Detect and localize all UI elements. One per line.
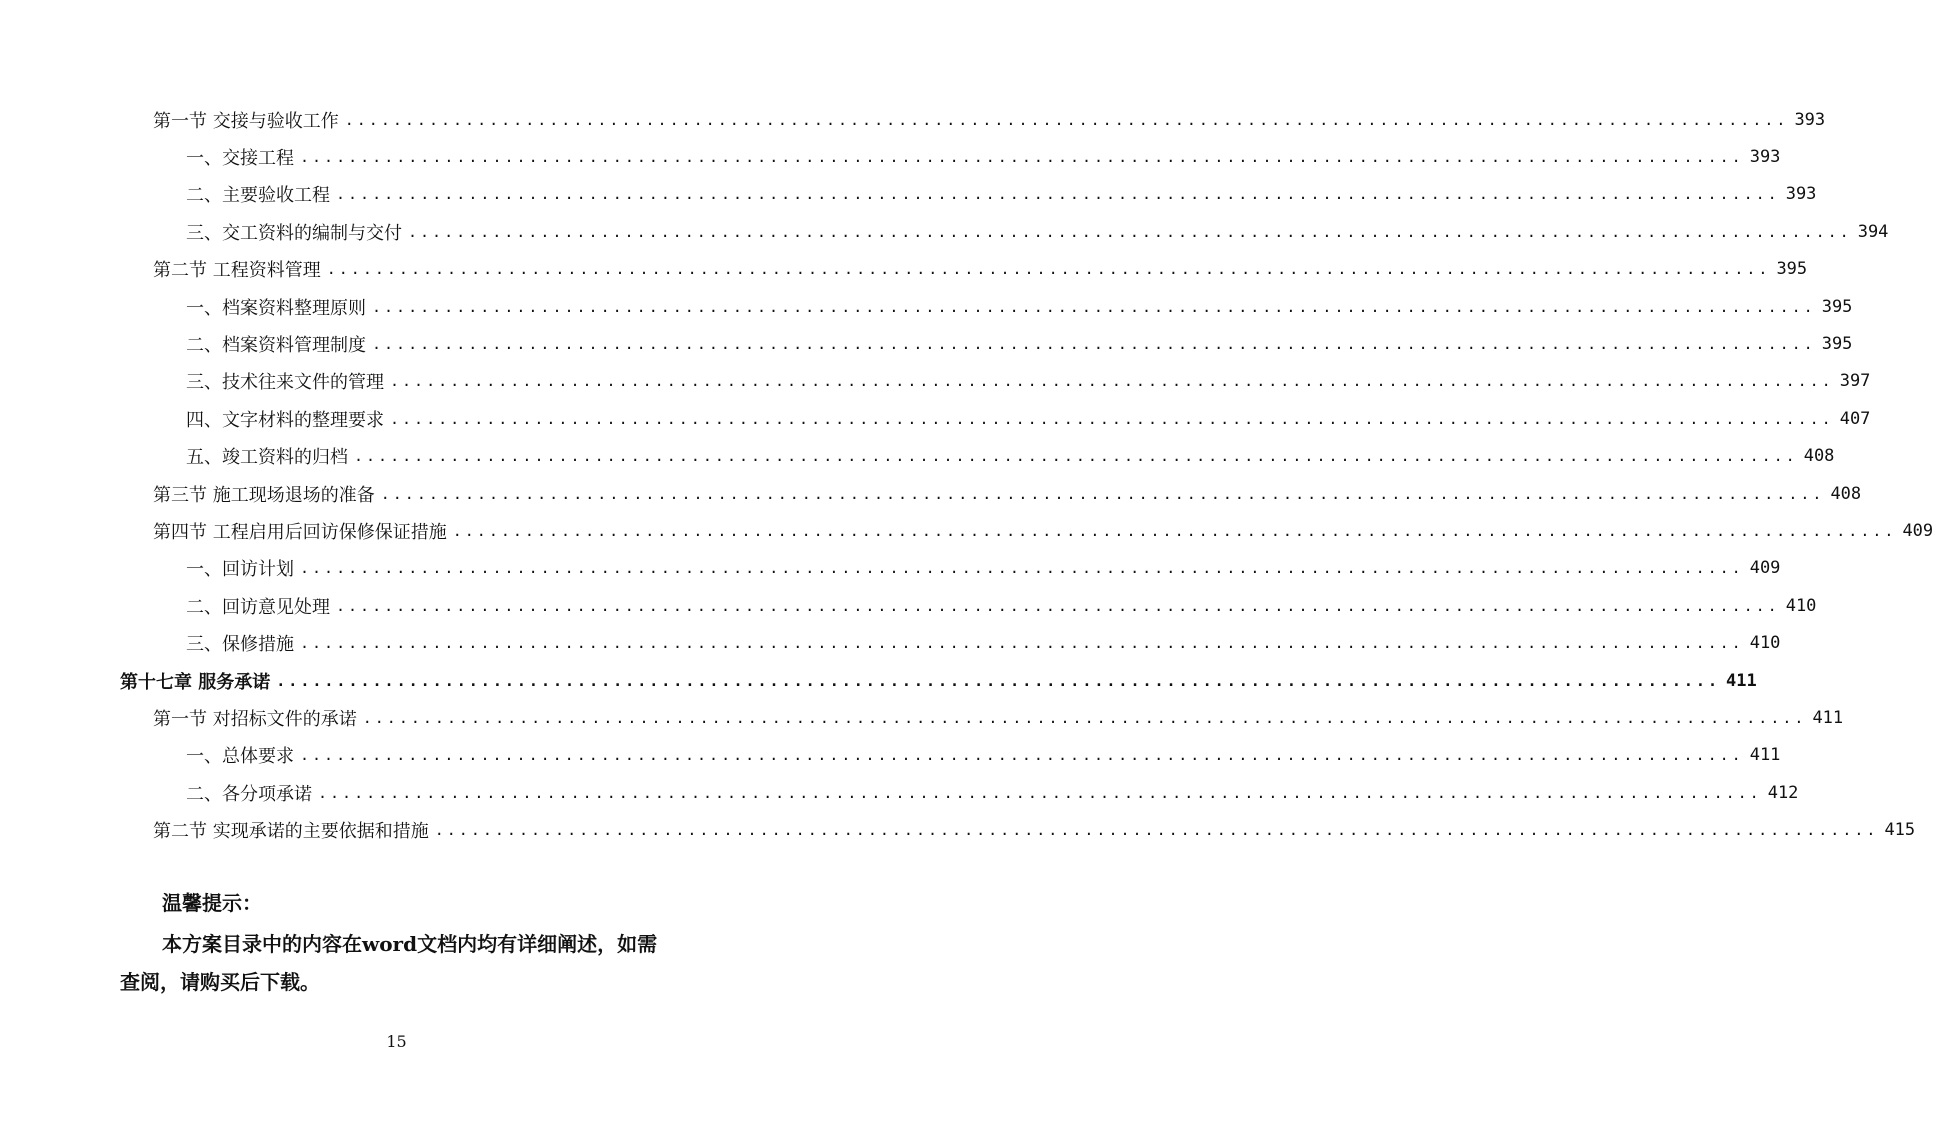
toc-entry-page: 408: [1830, 483, 1862, 504]
toc-entry-section[interactable]: [153, 475, 1862, 512]
toc-entry-item[interactable]: [186, 400, 1871, 437]
toc-entry-title: 四、文字材料的整理要求: [186, 409, 384, 431]
toc-entry-page: 411: [1812, 707, 1844, 728]
toc-dot-leader: ........................................................................................................................: [300, 147, 1744, 166]
toc-dot-leader: ........................................................................................................................: [336, 596, 1780, 615]
toc-entry-page: 410: [1785, 595, 1817, 616]
toc-entry-page: 397: [1839, 371, 1871, 392]
toc-entry-item[interactable]: [186, 550, 1781, 587]
toc-dot-leader: ........................................................................................................................: [300, 746, 1744, 765]
toc-entry-item[interactable]: [186, 176, 1817, 213]
toc-entry-title: 二、档案资料管理制度: [186, 334, 366, 356]
toc-dot-leader: ........................................................................................................................: [300, 634, 1744, 653]
toc-dot-leader: ........................................................................................................................: [336, 185, 1780, 204]
toc-entry-page: 408: [1803, 446, 1835, 467]
toc-entry-title: 二、回访意见处理: [186, 596, 330, 618]
toc-entry-section[interactable]: [153, 101, 1826, 138]
toc-dot-leader: ........................................................................................................................: [372, 297, 1816, 316]
toc-entry-item[interactable]: [186, 288, 1853, 325]
notice-title: 温馨提示：: [162, 891, 262, 915]
toc-entry-page: 395: [1821, 296, 1853, 317]
toc-entry-title: 一、总体要求: [186, 746, 294, 768]
toc-dot-leader: ........................................................................................................................: [276, 671, 1720, 690]
toc-entry-title: 二、各分项承诺: [186, 783, 312, 805]
toc-entry-title: 第一节 对招标文件的承诺: [153, 708, 357, 730]
toc-dot-leader: ........................................................................................................................: [380, 484, 1825, 503]
toc-entry-page: 411: [1749, 745, 1781, 766]
page-number: 15: [386, 1032, 407, 1051]
toc-entry-page: 409: [1749, 558, 1781, 579]
toc-entry-item[interactable]: [186, 325, 1853, 362]
toc-dot-leader: ........................................................................................................................: [452, 521, 1897, 540]
toc-entry-page: 410: [1749, 633, 1781, 654]
toc-entry-title: 二、主要验收工程: [186, 185, 330, 207]
toc-dot-leader: ........................................................................................................................: [354, 447, 1798, 466]
toc-entry-item[interactable]: [186, 587, 1817, 624]
toc-entry-title: 第一节 交接与验收工作: [153, 110, 339, 132]
toc-entry-title: 第十七章 服务承诺: [120, 671, 271, 693]
toc-entry-section[interactable]: [153, 512, 1933, 549]
toc-dot-leader: ........................................................................................................................: [434, 821, 1879, 840]
toc-dot-leader: ........................................................................................................................: [300, 559, 1744, 578]
toc-entry-title: 第二节 实现承诺的主要依据和措施: [153, 821, 429, 843]
toc-dot-leader: ........................................................................................................................: [372, 334, 1816, 353]
toc-entry-section[interactable]: [153, 699, 1844, 736]
notice-block: [120, 885, 676, 1001]
toc-dot-leader: ........................................................................................................................: [362, 708, 1807, 727]
toc-entry-item[interactable]: [186, 213, 1889, 250]
toc-entry-chapter[interactable]: [120, 662, 1757, 699]
toc-dot-leader: ........................................................................................................................: [390, 409, 1834, 428]
toc-entry-item[interactable]: [186, 438, 1835, 475]
toc-entry-item[interactable]: [186, 625, 1781, 662]
toc-entry-page: 395: [1821, 333, 1853, 354]
toc-entry-page: 394: [1857, 221, 1889, 242]
toc-entry-page: 395: [1776, 259, 1808, 280]
toc-entry-title: 三、保修措施: [186, 634, 294, 656]
toc-dot-leader: ........................................................................................................................: [318, 783, 1762, 802]
toc-entry-title: 三、技术往来文件的管理: [186, 372, 384, 394]
toc-entry-title: 五、竣工资料的归档: [186, 447, 348, 469]
toc-entry-page: 415: [1884, 820, 1916, 841]
toc-entry-page: 409: [1902, 520, 1933, 541]
toc-entry-item[interactable]: [186, 363, 1871, 400]
toc-dot-leader: ........................................................................................................................: [408, 222, 1852, 241]
toc-entry-title: 一、交接工程: [186, 147, 294, 169]
toc-entry-title: 第二节 工程资料管理: [153, 260, 321, 282]
toc-entry-title: 一、档案资料整理原则: [186, 297, 366, 319]
toc-entry-section[interactable]: [153, 812, 1916, 849]
toc-entry-title: 一、回访计划: [186, 559, 294, 581]
toc-entry-title: 第四节 工程启用后回访保修保证措施: [153, 521, 447, 543]
toc-entry-page: 393: [1794, 109, 1826, 130]
toc-dot-leader: ........................................................................................................................: [326, 260, 1771, 279]
toc-entry-page: 407: [1839, 408, 1871, 429]
toc-entry-item[interactable]: [186, 774, 1799, 811]
toc-entry-item[interactable]: [186, 737, 1781, 774]
toc-entry-title: 三、交工资料的编制与交付: [186, 222, 402, 244]
toc-entry-page: 393: [1785, 184, 1817, 205]
toc-dot-leader: ........................................................................................................................: [390, 372, 1834, 391]
toc-entry-section[interactable]: [153, 251, 1808, 288]
toc-entry-title: 第三节 施工现场退场的准备: [153, 484, 375, 506]
toc-dot-leader: ........................................................................................................................: [344, 110, 1789, 129]
toc-entry-page: 393: [1749, 146, 1781, 167]
toc-entry-item[interactable]: [186, 138, 1781, 175]
toc-entry-page: 412: [1767, 782, 1799, 803]
toc-entry-page: 411: [1725, 670, 1757, 691]
notice-body: 本方案目录中的内容在word文档内均有详细阐述，如需查阅，请购买后下载。: [120, 932, 658, 994]
